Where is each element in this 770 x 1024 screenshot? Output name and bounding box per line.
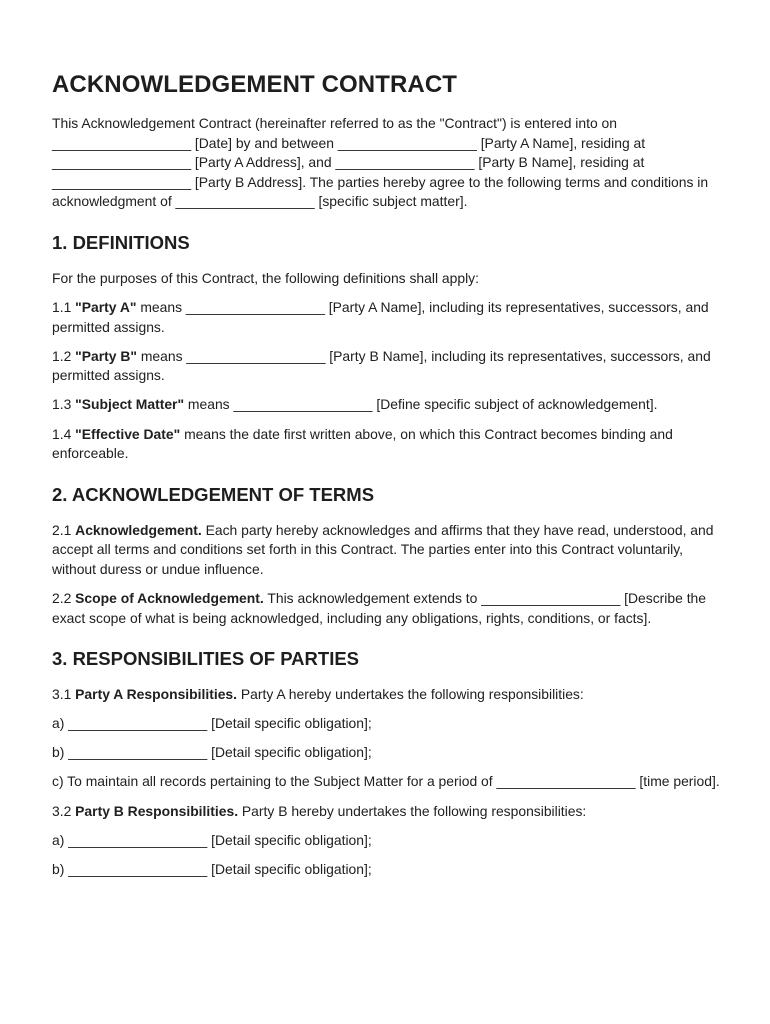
obligation-item: a) __________________ [Detail specific obligation]; <box>52 831 372 848</box>
defined-term: "Subject Matter" <box>75 396 185 413</box>
definition-item: 1.2 "Party B" means __________________ [Party B Name], including its representatives, successors, and permitted assigns. <box>52 347 711 384</box>
obligation-item: c) To maintain all records pertaining to the Subject Matter for a period of __________________ [time period]. <box>52 773 720 790</box>
section-heading-acknowledgement: 2. ACKNOWLEDGEMENT OF TERMS <box>52 483 375 505</box>
definition-item: 1.1 "Party A" means __________________ [Party A Name], including its representatives, successors, and permitted assigns. <box>52 299 709 335</box>
clause-item: 2.1 Acknowledgement. Each party hereby acknowledges and affirms that they have read, understood, and accept all terms and conditions set forth in this Contract. The parties enter into this Contract voluntarily, without duress or undue influence. <box>52 521 714 577</box>
clause-item: 3.2 Party B Responsibilities. Party B hereby undertakes the following responsibilities: <box>52 802 587 819</box>
definition-item: 1.4 "Effective Date" means the date first written above, on which this Contract becomes binding and enforceable. <box>52 425 673 462</box>
clause-item: 3.1 Party A Responsibilities. Party A hereby undertakes the following responsibilities: <box>52 686 584 703</box>
defined-term: "Party A" <box>75 299 137 316</box>
clause-title: Acknowledgement. <box>75 521 202 538</box>
obligation-item: b) __________________ [Detail specific obligation]; <box>52 860 372 877</box>
obligation-item: a) __________________ [Detail specific obligation]; <box>52 715 372 732</box>
document-title: ACKNOWLEDGEMENT CONTRACT <box>52 71 458 98</box>
section-heading-definitions: 1. DEFINITIONS <box>52 231 190 253</box>
defined-term: "Party B" <box>75 347 137 364</box>
definitions-lead: For the purposes of this Contract, the following definitions shall apply: <box>52 269 479 286</box>
document-content <box>52 69 722 879</box>
definition-item: 1.3 "Subject Matter" means __________________ [Define specific subject of acknowledgement]. <box>52 396 658 413</box>
clause-title: Scope of Acknowledgement. <box>75 590 264 606</box>
clause-title: Party B Responsibilities. <box>75 802 239 819</box>
obligation-item: b) __________________ [Detail specific obligation]; <box>52 744 372 761</box>
clause-item: 2.2 Scope of Acknowledgement. This acknowledgement extends to __________________ [Describe the exact scope of what is being acknowledged, including any obligations, rights, conditions, or facts]. <box>52 590 707 626</box>
defined-term: "Effective Date" <box>75 425 181 442</box>
intro-paragraph: This Acknowledgement Contract (hereinafter referred to as the "Contract") is entered into on __________________ [Date] by and between __________________ [Party A Name], residing at __________________ [Party A Address], and __________________ [Party B Name], residing at __________________ [Party B Address]. The parties hereby agree to the following terms and conditions in acknowledgment of __________________ [specific subject matter]. <box>52 115 709 210</box>
clause-title: Party A Responsibilities. <box>75 686 238 703</box>
section-heading-responsibilities: 3. RESPONSIBILITIES OF PARTIES <box>52 648 360 670</box>
